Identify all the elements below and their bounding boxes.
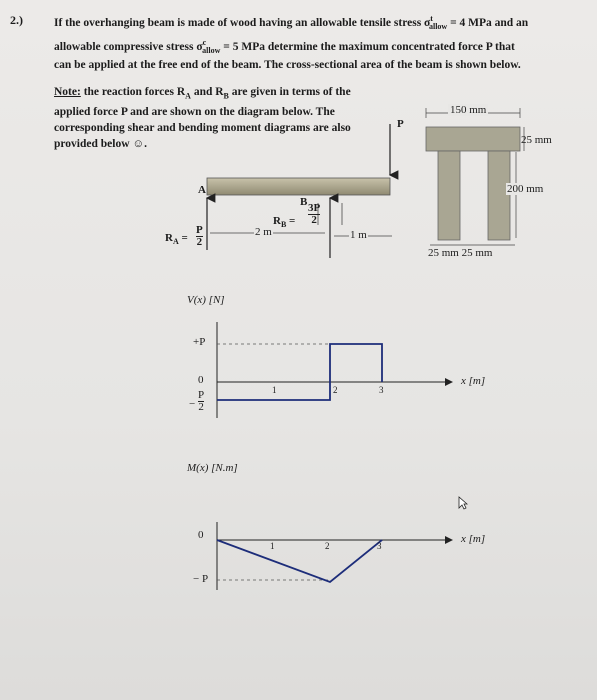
shear-curve	[217, 344, 382, 400]
shear-zero-label: 0	[198, 374, 204, 386]
moment-x-label: x [m]	[461, 533, 486, 545]
cross-section-diagram	[426, 108, 524, 245]
shear-neg-sign: −	[189, 398, 196, 410]
moment-tick-2: 2	[325, 541, 330, 551]
moment-diagram	[217, 522, 452, 590]
shear-plus-p-label: +P	[193, 336, 206, 348]
moment-zero-label: 0	[198, 529, 204, 541]
shear-title: V(x) [N]	[187, 294, 225, 306]
section-height-label: 200 mm	[507, 183, 544, 195]
moment-title: M(x) [N.m]	[187, 462, 238, 474]
shear-diagram	[217, 322, 452, 418]
section-width-label: 150 mm	[450, 104, 487, 116]
label-b: B	[300, 196, 308, 208]
moment-tick-3: 3	[377, 541, 382, 551]
moment-minus-p-label: − P	[193, 573, 209, 585]
mouse-cursor-icon	[458, 496, 468, 510]
shear-neg-fraction: P 2	[198, 389, 205, 413]
shear-tick-2: 2	[333, 385, 338, 395]
statement-line-2: allowable compressive stress $\sigma^c_{allow} = 5$ MPa determine the maximum concentrated force P that	[54, 37, 515, 55]
statement-line-3: can be applied at the free end of the beam. The cross-sectional area of the beam is shown below.	[54, 59, 521, 72]
section-web-right	[488, 151, 510, 240]
shear-x-label: x [m]	[461, 375, 486, 387]
reaction-a-label: $R_A$ =	[165, 232, 188, 247]
label-a: A	[198, 184, 206, 196]
reaction-b-fraction: 3P 2	[308, 202, 321, 226]
shear-tick-3: 3	[379, 385, 384, 395]
moment-tick-1: 1	[270, 541, 275, 551]
note-line-3: corresponding shear and bending moment diagrams are also	[54, 122, 351, 135]
moment-curve	[217, 540, 382, 582]
beam-body	[207, 178, 390, 195]
span-1-label: 2 m	[255, 226, 272, 238]
shear-tick-1: 1	[272, 385, 277, 395]
statement-line-1: If the overhanging beam is made of wood having an allowable tensile stress $\sigma^t_{allow} = 4$ MPa and an	[54, 14, 529, 32]
section-flange	[426, 127, 520, 151]
section-flange-label: 25 mm	[521, 134, 552, 146]
section-web-left	[438, 151, 460, 240]
note-line-1: Note: the reaction forces $R_A$ and $R_B$ are given in terms of the	[54, 86, 351, 101]
span-2-label: 1 m	[350, 229, 367, 241]
note-line-2: applied force P and are shown on the diagram below. The	[54, 106, 335, 119]
note-line-4: provided below ☺.	[54, 138, 147, 151]
reaction-b-label: $R_B$ =	[273, 215, 296, 230]
section-webs-label: 25 mm 25 mm	[428, 247, 493, 259]
label-p: P	[397, 118, 404, 130]
reaction-a-fraction: P 2	[196, 224, 203, 248]
problem-number: 2.)	[10, 13, 23, 27]
